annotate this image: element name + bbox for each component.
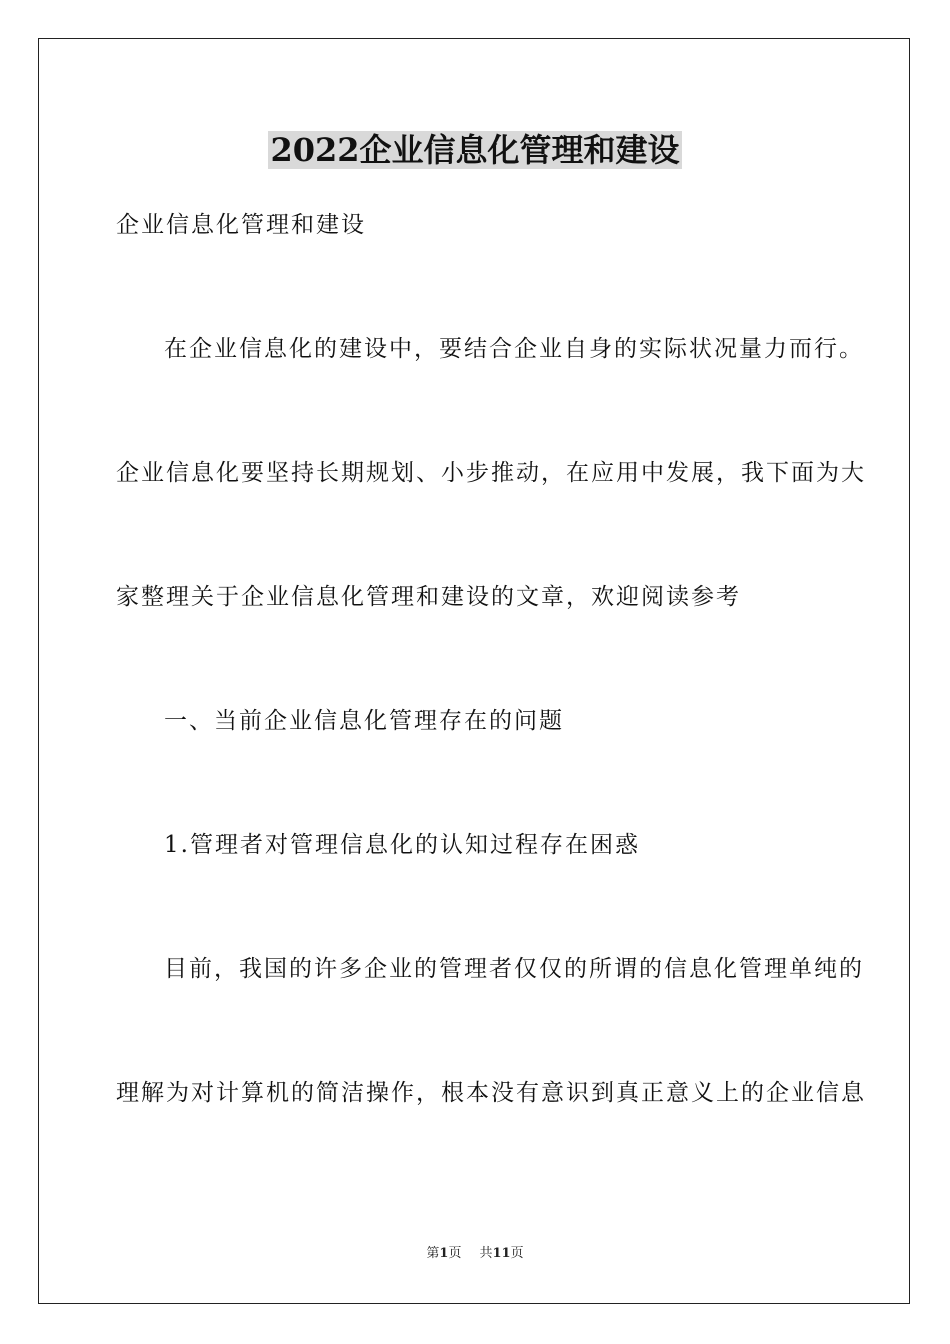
paragraph-line: 家整理关于企业信息化管理和建设的文章，欢迎阅读参考 <box>116 584 741 610</box>
page-prefix: 第 <box>426 1246 440 1261</box>
total-prefix: 共 <box>479 1246 493 1261</box>
page-current: 1 <box>439 1246 449 1261</box>
subsection-heading: 1.管理者对管理信息化的认知过程存在困惑 <box>164 832 640 858</box>
document-title-text: 2022企业信息化管理和建设 <box>270 131 680 169</box>
paragraph-line: 理解为对计算机的简洁操作，根本没有意识到真正意义上的企业信息 <box>116 1080 866 1106</box>
paragraph-line: 目前，我国的许多企业的管理者仅仅的所谓的信息化管理单纯的 <box>164 956 864 982</box>
paragraph-line: 企业信息化要坚持长期规划、小步推动，在应用中发展，我下面为大 <box>116 460 866 486</box>
page-suffix: 页 <box>448 1246 462 1261</box>
section-heading: 一、当前企业信息化管理存在的问题 <box>164 708 564 734</box>
page-footer <box>0 1245 950 1263</box>
subtitle-line: 企业信息化管理和建设 <box>116 212 366 238</box>
page-total: 11 <box>492 1246 511 1261</box>
total-suffix: 页 <box>510 1246 524 1261</box>
paragraph-line: 在企业信息化的建设中，要结合企业自身的实际状况量力而行。 <box>164 336 864 362</box>
document-title <box>0 128 950 172</box>
